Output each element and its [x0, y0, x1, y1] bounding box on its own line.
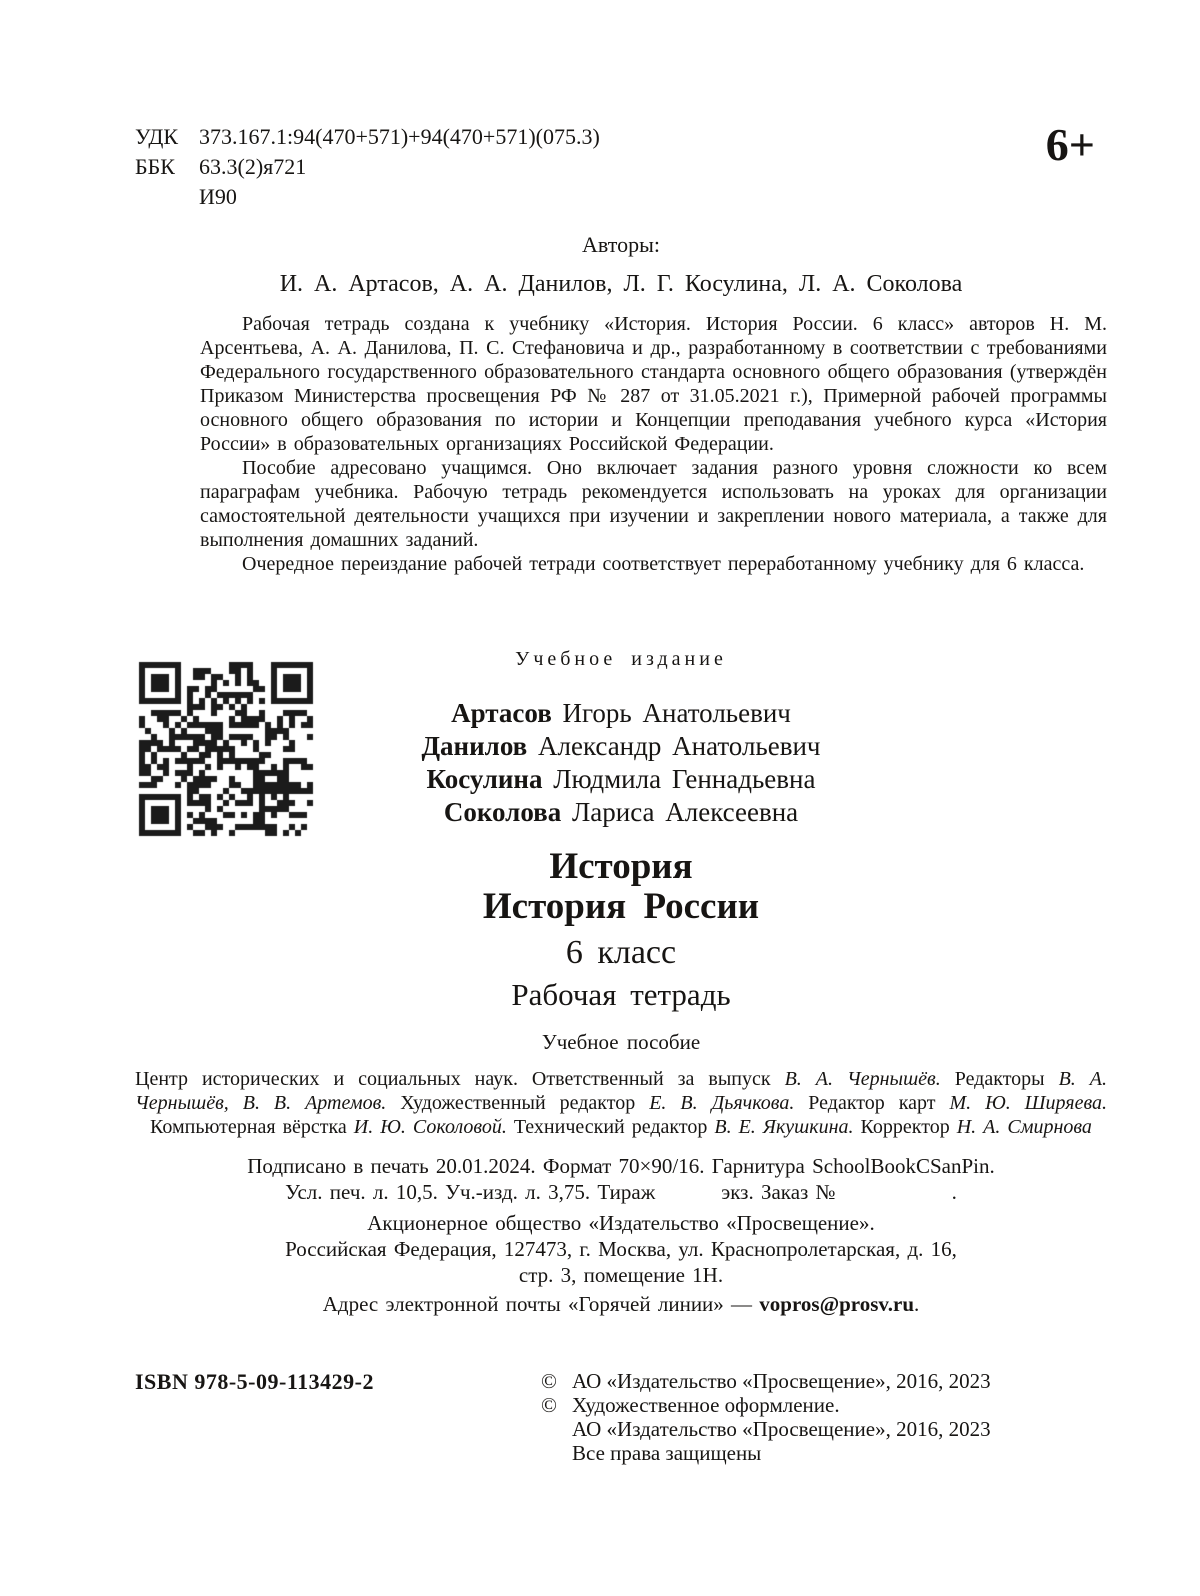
annotation-paragraph: Пособие адресовано учащимся. Оно включает задания разного уровня сложности ко всем параграфам учебника. Рабочую тетрадь рекомендуется использовать на уроках для организации самостоятельной деятельности учащихся при изучении и закреплении нового материала, а также для выполнения домашних заданий. — [200, 457, 1107, 551]
footer — [135, 1369, 1107, 1465]
copyright-line — [541, 1369, 1107, 1393]
line-period: . — [951, 1180, 957, 1204]
publisher-block — [135, 1210, 1107, 1288]
author-surname: Артасов — [451, 698, 552, 728]
copyright-symbol: © — [541, 1393, 557, 1417]
bbk-value: 63.3(2)я721 — [199, 154, 307, 179]
annotation-block — [200, 312, 1107, 576]
isbn: ISBN 978-5-09-113429-2 — [135, 1369, 374, 1394]
order-label: экз. Заказ № — [721, 1180, 836, 1204]
copyright-line — [541, 1417, 1107, 1441]
print-info — [135, 1153, 1107, 1205]
staff-credits: Центр исторических и социальных наук. Ответственный за выпуск В. А. Чернышёв. Редакторы В. А. Чернышёв, В. В. Артемов. Художественный редактор Е. В. Дьячкова. Редактор карт М. Ю. Ширяева. Компьютерная вёрстка И. Ю. Соколовой. Технический редактор В. Е. Якушкина. Корректор Н. А. Смирнова — [135, 1068, 1107, 1138]
classification-header — [135, 119, 1107, 212]
authors-heading: Авторы: — [582, 232, 660, 257]
book-title-line1: История — [549, 846, 693, 887]
copyright-symbol — [541, 1417, 572, 1441]
book-code-spacer — [135, 182, 199, 212]
author-surname: Соколова — [443, 797, 562, 827]
book-title-line2: История России — [482, 886, 760, 927]
udk-value: 373.167.1:94(470+571)+94(470+571)(075.3) — [199, 124, 600, 149]
publisher-name: Акционерное общество «Издательство «Просвещение». — [367, 1211, 875, 1235]
udk-bbk-block — [135, 122, 600, 212]
print-info-line1: Подписано в печать 20.01.2024. Формат 70×90/16. Гарнитура SchoolBookCSanPin. — [247, 1154, 995, 1178]
annotation-paragraph: Очередное переиздание рабочей тетради соответствует переработанному учебнику для 6 класса. — [242, 553, 1085, 575]
book-subtitle: Рабочая тетрадь — [511, 977, 731, 1012]
copyright-text: Художественное оформление. — [572, 1393, 840, 1417]
email-period: . — [914, 1292, 920, 1316]
copyright-text: Все права защищены — [572, 1441, 762, 1465]
book-grade: 6 класс — [565, 934, 677, 971]
publisher-address-1: Российская Федерация, 127473, г. Москва, ул. Краснопролетарская, д. 16, — [285, 1237, 957, 1261]
edition-type: Учебное пособие — [541, 1030, 701, 1054]
annotation-paragraph: Рабочая тетрадь создана к учебнику «История. История России. 6 класс» авторов Н. М. Арсентьева, А. А. Данилова, П. С. Стефановича и др., разработанному в соответствии с требованиями Федерального государственного образовательного стандарта основного общего образования (утверждён Приказом Министерства просвещения РФ № 287 от 31.05.2021 г.), Примерной рабочей программы основного общего образования по истории и Концепции преподавания учебного курса «История России» в образовательных организациях Российской Федерации. — [200, 313, 1107, 455]
copyright-text: АО «Издательство «Просвещение», 2016, 2023 — [572, 1369, 991, 1393]
copyright-block — [541, 1369, 1107, 1465]
author-given: Александр Анатольевич — [537, 731, 821, 761]
book-code: И90 — [199, 184, 237, 209]
age-rating-mark: 6+ — [1045, 119, 1095, 170]
publisher-address-2: стр. 3, помещение 1Н. — [518, 1263, 724, 1287]
udk-label: УДК — [135, 124, 179, 149]
hotline-email-line — [135, 1291, 1107, 1317]
edition-kind: Учебное издание — [515, 648, 727, 670]
print-run-label: Усл. печ. л. 10,5. Уч.-изд. л. 3,75. Тираж — [285, 1180, 656, 1204]
author-surname: Косулина — [426, 764, 543, 794]
hotline-email-label: Адрес электронной почты «Горячей линии» — — [322, 1292, 760, 1316]
copyright-line — [541, 1393, 1107, 1417]
qr-code — [137, 660, 319, 842]
author-surname: Данилов — [421, 731, 528, 761]
copyright-symbol — [541, 1441, 572, 1465]
edition-block — [135, 648, 1107, 1055]
bbk-label: ББК — [135, 154, 175, 179]
author-given: Игорь Анатольевич — [562, 698, 791, 728]
copyright-text: АО «Издательство «Просвещение», 2016, 2023 — [572, 1417, 991, 1441]
print-info-line2 — [135, 1179, 1107, 1205]
copyright-symbol: © — [541, 1369, 557, 1393]
copyright-line — [541, 1441, 1107, 1465]
author-given: Людмила Геннадьевна — [553, 764, 816, 794]
hotline-email: vopros@prosv.ru — [759, 1292, 915, 1316]
page-content — [135, 0, 1107, 1465]
author-given: Лариса Алексеевна — [571, 797, 799, 827]
authors-line: И. А. Артасов, А. А. Данилов, Л. Г. Косулина, Л. А. Соколова — [279, 271, 963, 297]
